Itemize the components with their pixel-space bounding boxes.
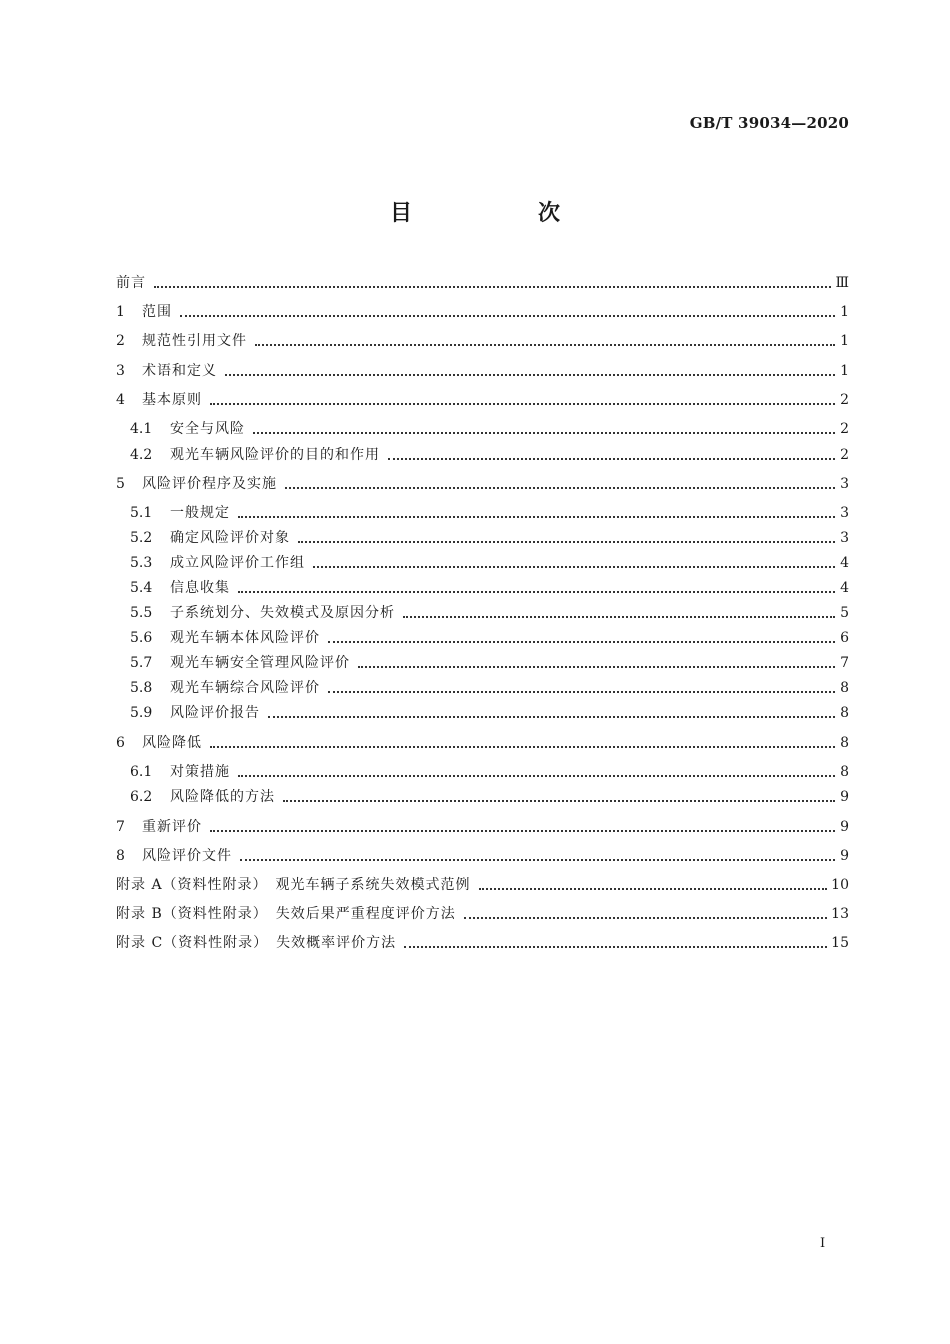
toc-page: 10 [831, 877, 849, 893]
toc-page: 8 [840, 764, 849, 780]
toc-label: 观光车辆本体风险评价 [170, 630, 320, 646]
toc-entry-appendix-c[interactable] [116, 932, 849, 954]
toc-label: 一般规定 [170, 505, 230, 521]
toc-number: 5.4 [130, 580, 153, 596]
toc-entry-6-1[interactable] [130, 761, 849, 783]
toc-entry-5-9[interactable] [130, 702, 849, 724]
toc-label: 成立风险评价工作组 [170, 555, 305, 571]
toc-number: 8 [116, 848, 125, 864]
toc-label: 风险评价文件 [142, 848, 232, 864]
toc-number: 4 [116, 392, 125, 408]
toc-entry-3[interactable] [116, 360, 849, 382]
toc-page: 2 [840, 447, 849, 463]
toc-page: 7 [840, 655, 849, 671]
dot-leader [388, 444, 835, 466]
toc-page: 1 [840, 363, 849, 379]
toc-label: 观光车辆风险评价的目的和作用 [170, 447, 380, 463]
toc-number: 6.1 [130, 764, 153, 780]
toc-page: 13 [831, 906, 849, 922]
toc-number: 5.7 [130, 655, 153, 671]
toc-entry-5-3[interactable] [130, 552, 849, 574]
toc-number: 4.2 [130, 447, 153, 463]
dot-leader [238, 577, 835, 599]
toc-entry-preface[interactable] [116, 272, 849, 294]
dot-leader [210, 732, 835, 754]
toc-entry-5-1[interactable] [130, 502, 849, 524]
dot-leader [225, 360, 835, 382]
toc-page: 8 [840, 735, 849, 751]
toc-page: 2 [840, 392, 849, 408]
toc-label: 观光车辆综合风险评价 [170, 680, 320, 696]
dot-leader [240, 845, 835, 867]
toc-page: 8 [840, 680, 849, 696]
toc-number: 5.3 [130, 555, 153, 571]
toc-label: 基本原则 [142, 392, 202, 408]
toc-entry-5-4[interactable] [130, 577, 849, 599]
toc-entry-4-1[interactable] [130, 418, 849, 440]
toc-page: 8 [840, 705, 849, 721]
toc-page: 1 [840, 304, 849, 320]
toc-number: 5.1 [130, 505, 153, 521]
toc-number: 7 [116, 819, 125, 835]
toc-number: 5 [116, 476, 125, 492]
dot-leader [404, 932, 827, 954]
toc-label: 附录 B（资料性附录） 失效后果严重程度评价方法 [116, 906, 456, 922]
toc-entry-5-5[interactable] [130, 602, 849, 624]
dot-leader [154, 272, 831, 294]
toc-number: 6 [116, 735, 125, 751]
toc-label: 风险评价报告 [170, 705, 260, 721]
toc-page: 2 [840, 421, 849, 437]
toc-entry-5-6[interactable] [130, 627, 849, 649]
toc-label: 安全与风险 [170, 421, 245, 437]
toc-number: 6.2 [130, 789, 153, 805]
toc-label: 前言 [116, 275, 146, 291]
dot-leader [464, 903, 827, 925]
toc-page: 1 [840, 333, 849, 349]
toc-number: 5.8 [130, 680, 153, 696]
toc-page: 3 [840, 476, 849, 492]
toc-page: 4 [840, 555, 849, 571]
toc-entry-8[interactable] [116, 845, 849, 867]
dot-leader [285, 473, 835, 495]
dot-leader [238, 761, 835, 783]
dot-leader [238, 502, 835, 524]
toc-label: 重新评价 [142, 819, 202, 835]
dot-leader [313, 552, 835, 574]
toc-label: 信息收集 [170, 580, 230, 596]
standard-code: GB/T 39034—2020 [689, 114, 849, 132]
toc-label: 附录 C（资料性附录） 失效概率评价方法 [116, 935, 397, 951]
toc-entry-4[interactable] [116, 389, 849, 411]
toc-entry-6[interactable] [116, 732, 849, 754]
dot-leader [298, 527, 835, 549]
toc-entry-5-2[interactable] [130, 527, 849, 549]
toc-entry-appendix-b[interactable] [116, 903, 849, 925]
toc-entry-4-2[interactable] [130, 444, 849, 466]
toc-entry-5-8[interactable] [130, 677, 849, 699]
page-number: I [820, 1236, 826, 1251]
toc-number: 5.2 [130, 530, 153, 546]
dot-leader [479, 874, 828, 896]
toc-page: 3 [840, 530, 849, 546]
toc-page: 9 [840, 819, 849, 835]
dot-leader [268, 702, 835, 724]
toc-number: 4.1 [130, 421, 153, 437]
toc-page: 6 [840, 630, 849, 646]
toc-label: 规范性引用文件 [142, 333, 247, 349]
toc-label: 子系统划分、失效模式及原因分析 [170, 605, 395, 621]
dot-leader [328, 627, 835, 649]
dot-leader [210, 816, 835, 838]
toc-number: 5.9 [130, 705, 153, 721]
toc-page: 9 [840, 848, 849, 864]
dot-leader [328, 677, 835, 699]
toc-label: 附录 A（资料性附录） 观光车辆子系统失效模式范例 [116, 877, 471, 893]
toc-entry-7[interactable] [116, 816, 849, 838]
dot-leader [358, 652, 835, 674]
toc-number: 5.5 [130, 605, 153, 621]
toc-page: 15 [831, 935, 849, 951]
toc-entry-appendix-a[interactable] [116, 874, 849, 896]
toc-page: 5 [840, 605, 849, 621]
toc-label: 范围 [142, 304, 172, 320]
toc-label: 风险评价程序及实施 [142, 476, 277, 492]
toc-number: 3 [116, 363, 125, 379]
toc-entry-2[interactable] [116, 330, 849, 352]
toc-page: 9 [840, 789, 849, 805]
toc-entry-6-2[interactable] [130, 786, 849, 808]
toc-entry-5-7[interactable] [130, 652, 849, 674]
toc-entry-1[interactable] [116, 301, 849, 323]
dot-leader [403, 602, 835, 624]
toc-entry-5[interactable] [116, 473, 849, 495]
dot-leader [253, 418, 835, 440]
toc-page: 3 [840, 505, 849, 521]
toc-label: 风险降低 [142, 735, 202, 751]
toc-label: 观光车辆安全管理风险评价 [170, 655, 350, 671]
toc-label: 确定风险评价对象 [170, 530, 290, 546]
toc-label: 术语和定义 [142, 363, 217, 379]
toc-number: 2 [116, 333, 125, 349]
dot-leader [180, 301, 835, 323]
toc-label: 风险降低的方法 [170, 789, 275, 805]
dot-leader [255, 330, 835, 352]
toc-page: 4 [840, 580, 849, 596]
toc-page: Ⅲ [835, 275, 849, 291]
dot-leader [283, 786, 835, 808]
dot-leader [210, 389, 835, 411]
toc-number: 5.6 [130, 630, 153, 646]
toc-number: 1 [116, 304, 125, 320]
toc-label: 对策措施 [170, 764, 230, 780]
toc-title: 目 次 [389, 200, 612, 226]
